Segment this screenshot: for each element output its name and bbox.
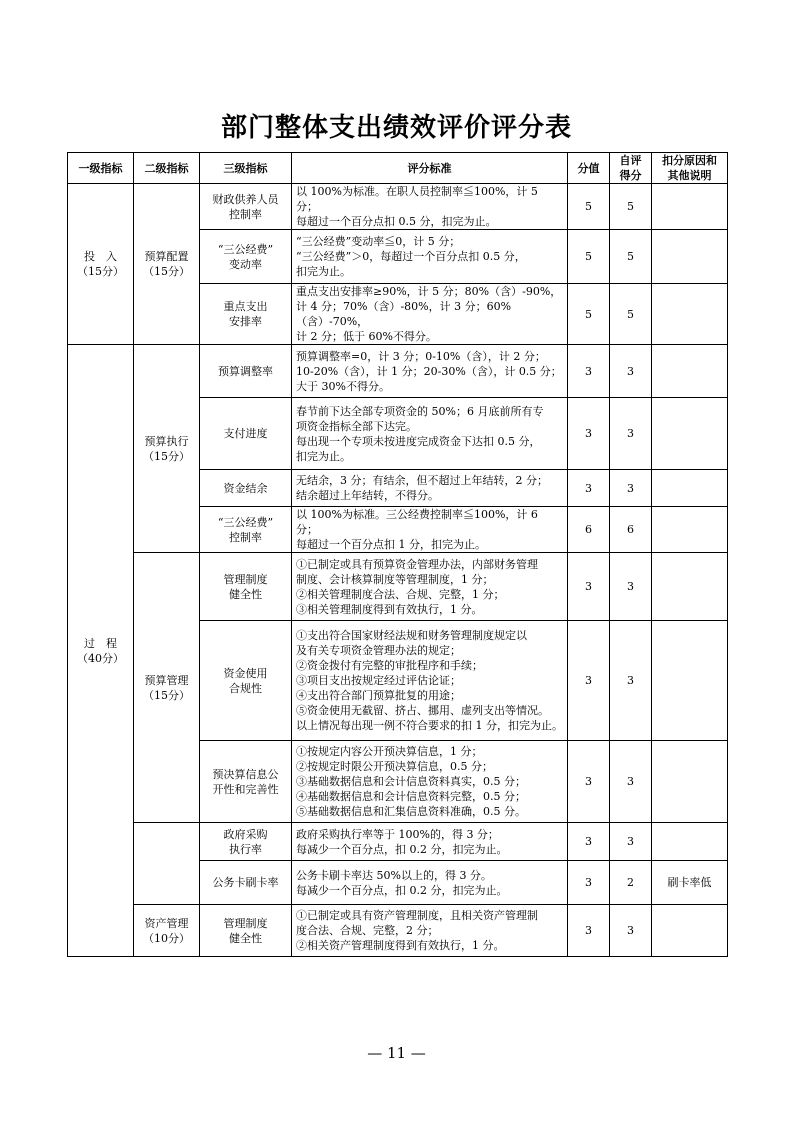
- level2-budget-config-line1: 预算配置: [144, 250, 189, 263]
- self-score-cell: 5: [610, 184, 652, 230]
- level3-line: 健全性: [229, 931, 262, 945]
- criteria-cell: [292, 553, 568, 621]
- score-cell: 3: [568, 621, 610, 741]
- level3-cell: [200, 621, 292, 741]
- score-cell: 3: [568, 823, 610, 861]
- criteria-line: 扣完为止。: [296, 265, 351, 278]
- criteria-line: 以 100%为标准。三公经费控制率≦100%，计 6 分；: [296, 508, 538, 536]
- criteria-line: ②相关资产管理制度得到有效执行，1 分。: [296, 939, 505, 952]
- criteria-line: 以 100%为标准。在职人员控制率≦100%，计 5 分；: [296, 185, 538, 213]
- self-score-cell: 5: [610, 230, 652, 284]
- criteria-line: ⑤基础数据信息和汇集信息资料准确，0.5 分。: [296, 805, 526, 818]
- level1-process: [68, 345, 134, 957]
- level1-process-line2: （40分）: [77, 651, 124, 665]
- level2-asset-mgmt-line2: （10分）: [143, 931, 190, 945]
- level2-budget-exec: [134, 345, 200, 553]
- criteria-cell: [292, 823, 568, 861]
- criteria-line: 每减少一个百分点，扣 0.2 分，扣完为止。: [296, 883, 508, 897]
- self-score-cell: 3: [610, 553, 652, 621]
- level3-cell: [200, 398, 292, 470]
- header-deduction-line1: 扣分原因和: [662, 154, 717, 167]
- criteria-line: ②资金拨付有完整的审批程序和手续；: [296, 659, 483, 672]
- criteria-line: 大于 30%不得分。: [296, 379, 390, 393]
- score-cell: 3: [568, 345, 610, 398]
- criteria-line: 结余超过上年结转，不得分。: [296, 489, 439, 502]
- level3-line: 开性和完善性: [212, 782, 279, 796]
- criteria-line: 公务卡刷卡率达 50%以上的，得 3 分。: [296, 868, 492, 882]
- level3-cell: [200, 507, 292, 553]
- level2-budget-exec-line1: 预算执行: [144, 434, 189, 448]
- level3-cell: [200, 741, 292, 823]
- level3-line: “三公经费”: [217, 515, 274, 529]
- deduction-reason-cell: [652, 345, 728, 398]
- header-self-score-line2: 得分: [619, 169, 642, 182]
- criteria-line: “三公经费”＞0，每超过一个百分点扣 0.5 分，: [296, 250, 526, 263]
- score-cell: 3: [568, 741, 610, 823]
- level1-input-line2: （15分）: [77, 265, 124, 278]
- criteria-line: “三公经费”变动率≦0，计 5 分；: [296, 235, 461, 248]
- deduction-reason-cell: [652, 184, 728, 230]
- criteria-cell: [292, 741, 568, 823]
- header-deduction-line2: 其他说明: [667, 169, 712, 182]
- criteria-line: 计 4 分；70%（含）-80%，计 3 分；60%（含）-70%，: [296, 300, 512, 328]
- level3-line: 执行率: [229, 842, 262, 856]
- deduction-reason-cell: [652, 621, 728, 741]
- criteria-line: 以上情况每出现一例不符合要求的扣 1 分，扣完为止。: [296, 719, 563, 732]
- score-table: [67, 152, 728, 957]
- table-row: [68, 184, 728, 230]
- score-cell: 3: [568, 470, 610, 507]
- level3-line: 管理制度: [223, 572, 268, 586]
- self-score-cell: 3: [610, 470, 652, 507]
- level1-input-line1: 投 入: [84, 250, 117, 263]
- score-cell: 6: [568, 507, 610, 553]
- criteria-line: 项资金指标全部下达完。: [296, 419, 417, 433]
- self-score-cell: 3: [610, 823, 652, 861]
- page-number: — 11 —: [367, 1044, 426, 1062]
- header-level2: 二级指标: [134, 153, 200, 184]
- self-score-cell: 3: [610, 345, 652, 398]
- criteria-line: 计 2 分；低于 60%不得分。: [296, 330, 437, 343]
- level2-budget-exec-line2: （15分）: [143, 449, 190, 463]
- criteria-line: 度合法、合规、完整，2 分；: [296, 924, 439, 937]
- level3-line: 变动率: [229, 257, 262, 271]
- level3-line: 管理制度: [223, 916, 268, 930]
- level2-budget-config: [134, 184, 200, 345]
- level2-budget-mgmt: [134, 553, 200, 823]
- criteria-line: 预算调整率=0，计 3 分；0-10%（含），计 2 分；: [296, 349, 546, 363]
- level3-cell: [200, 553, 292, 621]
- criteria-line: 扣完为止。: [296, 449, 351, 463]
- criteria-line: 每超过一个百分点扣 1 分，扣完为止。: [296, 538, 486, 551]
- criteria-line: 春节前下达全部专项资金的 50%；6 月底前所有专: [296, 404, 544, 418]
- level2-blank: [134, 823, 200, 905]
- header-deduction-reason: [652, 153, 728, 184]
- level3-cell: [200, 823, 292, 861]
- criteria-line: ①已制定或具有预算资金管理办法，内部财务管理: [296, 557, 538, 571]
- score-cell: 3: [568, 553, 610, 621]
- level3-line: 资金使用: [223, 666, 268, 680]
- level3-cell: [200, 345, 292, 398]
- criteria-line: 10-20%（含），计 1 分；20-30%（含），计 0.5 分；: [296, 364, 562, 378]
- criteria-line: ①按规定内容公开预决算信息，1 分；: [296, 745, 483, 758]
- criteria-cell: [292, 507, 568, 553]
- self-score-cell: 2: [610, 861, 652, 905]
- level3-cell: [200, 284, 292, 345]
- criteria-cell: [292, 284, 568, 345]
- level3-line: 公务卡刷卡率: [212, 876, 279, 889]
- deduction-reason-cell: [652, 905, 728, 957]
- criteria-line: ①已制定或具有资产管理制度，且相关资产管理制: [296, 909, 538, 922]
- criteria-line: 每减少一个百分点，扣 0.2 分，扣完为止。: [296, 842, 508, 856]
- level3-line: 控制率: [229, 207, 262, 221]
- criteria-cell: [292, 905, 568, 957]
- level3-cell: [200, 184, 292, 230]
- self-score-cell: 3: [610, 905, 652, 957]
- header-self-score-line1: 自评: [619, 154, 642, 167]
- criteria-line: 无结余，3 分；有结余，但不超过上年结转，2 分；: [296, 474, 548, 487]
- score-cell: 5: [568, 284, 610, 345]
- criteria-line: 重点支出安排率≥90%，计 5 分；80%（含）-90%，: [296, 285, 562, 298]
- deduction-reason-cell: [652, 507, 728, 553]
- level2-asset-mgmt: [134, 905, 200, 957]
- self-score-cell: 3: [610, 741, 652, 823]
- criteria-line: ③相关管理制度得到有效执行，1 分。: [296, 602, 483, 616]
- level3-cell: [200, 905, 292, 957]
- criteria-line: ②相关管理制度合法、合规、完整，1 分；: [296, 587, 505, 601]
- level3-line: 健全性: [229, 587, 262, 601]
- level1-process-line1: 过 程: [84, 636, 117, 650]
- criteria-line: ⑤资金使用无截留、挤占、挪用、虚列支出等情况。: [296, 704, 549, 717]
- score-cell: 3: [568, 905, 610, 957]
- score-cell: 3: [568, 398, 610, 470]
- criteria-cell: [292, 184, 568, 230]
- level1-input: [68, 184, 134, 345]
- self-score-cell: 6: [610, 507, 652, 553]
- criteria-cell: [292, 398, 568, 470]
- level3-line: 重点支出: [223, 300, 268, 313]
- deduction-reason-cell: [652, 553, 728, 621]
- criteria-line: 制度、会计核算制度等管理制度，1 分；: [296, 572, 494, 586]
- criteria-line: 及有关专项资金管理办法的规定；: [296, 644, 461, 657]
- criteria-line: ③项目支出按规定经过评估论证；: [296, 674, 461, 687]
- deduction-reason-cell: 刷卡率低: [652, 861, 728, 905]
- deduction-reason-cell: [652, 470, 728, 507]
- level3-cell: [200, 861, 292, 905]
- criteria-line: ③基础数据信息和会计信息资料真实，0.5 分；: [296, 775, 526, 788]
- deduction-reason-cell: [652, 284, 728, 345]
- header-self-score: [610, 153, 652, 184]
- deduction-reason-cell: [652, 741, 728, 823]
- header-score: 分值: [568, 153, 610, 184]
- level3-line: 合规性: [229, 681, 262, 695]
- level2-budget-mgmt-line2: （15分）: [143, 688, 190, 702]
- header-level3: 三级指标: [200, 153, 292, 184]
- criteria-cell: [292, 621, 568, 741]
- deduction-reason-cell: [652, 230, 728, 284]
- level2-budget-config-line2: （15分）: [143, 265, 190, 278]
- criteria-line: 每超过一个百分点扣 0.5 分，扣完为止。: [296, 215, 497, 228]
- level2-asset-mgmt-line1: 资产管理: [144, 916, 189, 930]
- criteria-line: ②按规定时限公开预决算信息，0.5 分；: [296, 760, 493, 773]
- level3-line: 预决算信息公: [212, 767, 279, 781]
- criteria-line: 每出现一个专项未按进度完成资金下达扣 0.5 分，: [296, 434, 541, 448]
- criteria-cell: [292, 470, 568, 507]
- table-row: [68, 823, 728, 861]
- self-score-cell: 3: [610, 398, 652, 470]
- criteria-line: 政府采购执行率等于 100%的，得 3 分；: [296, 827, 499, 841]
- level3-line: 支付进度: [223, 427, 268, 440]
- criteria-line: ④支出符合部门预算批复的用途；: [296, 689, 461, 702]
- score-cell: 5: [568, 184, 610, 230]
- level3-cell: [200, 470, 292, 507]
- level3-line: 预算调整率: [218, 364, 273, 378]
- self-score-cell: 3: [610, 621, 652, 741]
- level3-line: 财政供养人员: [212, 192, 279, 206]
- table-row: [68, 905, 728, 957]
- level3-line: 资金结余: [223, 481, 268, 495]
- criteria-line: ①支出符合国家财经法规和财务管理制度规定以: [296, 629, 527, 642]
- criteria-line: ④基础数据信息和会计信息资料完整，0.5 分；: [296, 790, 526, 803]
- deduction-reason-cell: [652, 823, 728, 861]
- level3-line: 控制率: [229, 530, 262, 544]
- level3-line: “三公经费”: [217, 242, 274, 256]
- header-level1: 一级指标: [68, 153, 134, 184]
- criteria-cell: [292, 861, 568, 905]
- page-title: 部门整体支出绩效评价评分表: [220, 113, 572, 143]
- level3-line: 安排率: [229, 315, 262, 328]
- level3-line: 政府采购: [223, 827, 268, 841]
- level3-cell: [200, 230, 292, 284]
- criteria-cell: [292, 230, 568, 284]
- level2-budget-mgmt-line1: 预算管理: [144, 673, 189, 687]
- self-score-cell: 5: [610, 284, 652, 345]
- table-row: [68, 553, 728, 621]
- header-row: [68, 153, 728, 184]
- header-criteria: 评分标准: [292, 153, 568, 184]
- criteria-cell: [292, 345, 568, 398]
- score-cell: 5: [568, 230, 610, 284]
- score-cell: 3: [568, 861, 610, 905]
- table-row: [68, 345, 728, 398]
- deduction-reason-cell: [652, 398, 728, 470]
